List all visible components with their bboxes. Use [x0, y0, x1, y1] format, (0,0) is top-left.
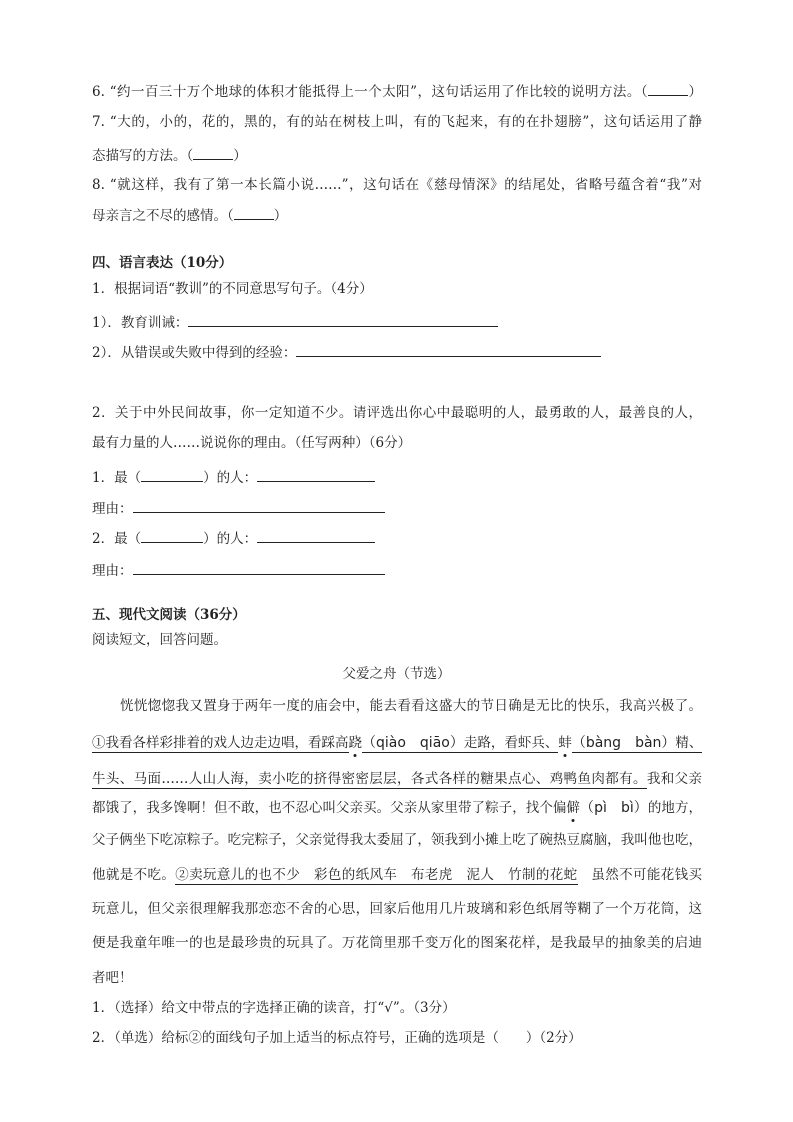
passage-line: 牛头、马面……人山人海，卖小吃的挤得密密层层，各式各样的糖果点心、鸡鸭鱼肉都有。我和父亲 — [92, 771, 703, 787]
s5-question-2: 2．（单选）给标②的面线句子加上适当的标点符号，正确的选项是（ ）（2分） — [92, 1030, 582, 1046]
answer-line[interactable] — [133, 498, 385, 513]
passage-title: 父爱之舟（节选） — [342, 666, 451, 682]
s4-question-2-cont: 最有力量的人……说说你的理由。（任写两种）（6分） — [92, 435, 412, 451]
s4-question-2: 2．关于中外民间故事，你一定知道不少。请评选出你心中最聪明的人，最勇敢的人，最善良的人， — [92, 405, 702, 421]
question-8-cont: 母亲言之不尽的感情。（ ） — [92, 205, 702, 226]
answer-blank[interactable] — [141, 528, 203, 543]
passage-line: 玩意儿，但父亲很理解我那恋恋不舍的心思，回家后他用几片玻璃和彩色纸屑等糊了一个万花筒，这 — [92, 901, 702, 917]
passage-line: 恍恍惚惚我又置身于两年一度的庙会中，能去看看这盛大的节日确是无比的快乐，我高兴极了。 — [120, 698, 702, 714]
s4-reason-1: 理由： — [92, 498, 702, 519]
answer-blank[interactable] — [648, 81, 688, 96]
answer-line[interactable] — [188, 312, 498, 327]
passage-line: 他就是不吃。②卖玩意儿的也不少 彩色的纸风车 布老虎 泥人 竹制的花蛇 虽然不可能花钱买 — [92, 867, 703, 883]
answer-blank[interactable] — [193, 145, 233, 160]
s4-item-1: 1．最（ ）的人： — [92, 467, 702, 488]
s5-question-1: 1．（选择）给文中带点的字选择正确的读音，打“√”。（3分） — [92, 1000, 456, 1016]
s4-question-1: 1．根据词语“教训”的不同意思写句子。（4分） — [92, 281, 373, 297]
passage-line: 都饿了，我多馋啊！但不敢，也不忍心叫父亲买。父亲从家里带了粽子，找个偏僻（pì bì）的地方， — [92, 800, 703, 816]
s4-item-2: 2．最（ ）的人： — [92, 528, 702, 549]
s4-q1-part2: 2）．从错误或失败中得到的经验： — [92, 342, 702, 363]
answer-line[interactable] — [133, 560, 385, 575]
answer-line[interactable] — [257, 467, 375, 482]
question-6: 6. “约一百三十万个地球的体积才能抵得上一个太阳”，这句话运用了作比较的说明方法。（ ） — [92, 81, 702, 102]
passage-line: 父子俩坐下吃凉粽子。吃完粽子，父亲觉得我太委屈了，领我到小摊上吃了碗热豆腐脑，我叫他也吃， — [92, 832, 702, 848]
section-4-heading: 四、语言表达（10分） — [92, 255, 233, 271]
s4-q1-part1: 1）．教育训诫： — [92, 312, 702, 333]
answer-line[interactable] — [296, 342, 601, 357]
answer-blank[interactable] — [234, 205, 274, 220]
passage-line: 便是我童年唯一的也是最珍贵的玩具了。万花筒里那千变万化的图案花样，是我最早的抽象美的启迪 — [92, 935, 702, 951]
answer-line[interactable] — [257, 528, 375, 543]
s5-instruction: 阅读短文，回答问题。 — [92, 632, 227, 648]
passage-line: 者吧！ — [92, 970, 133, 986]
passage-line: ①我看各样彩排着的戏人边走边唱，看踩高跷（qiào qiāo）走路，看虾兵、蚌（bàng bàn）精、 — [92, 735, 703, 751]
answer-blank[interactable] — [141, 467, 203, 482]
section-5-heading: 五、现代文阅读（36分） — [92, 607, 246, 623]
question-8: 8. “就这样，我有了第一本长篇小说……”，这句话在《慈母情深》的结尾处，省略号蕴含着“我”对 — [92, 177, 702, 193]
s4-reason-2: 理由： — [92, 560, 702, 581]
question-7: 7. “大的，小的，花的，黑的，有的站在树枝上叫，有的飞起来，有的在扑翅膀”，这句话运用了静 — [92, 114, 702, 130]
question-7-cont: 态描写的方法。（ ） — [92, 145, 702, 166]
